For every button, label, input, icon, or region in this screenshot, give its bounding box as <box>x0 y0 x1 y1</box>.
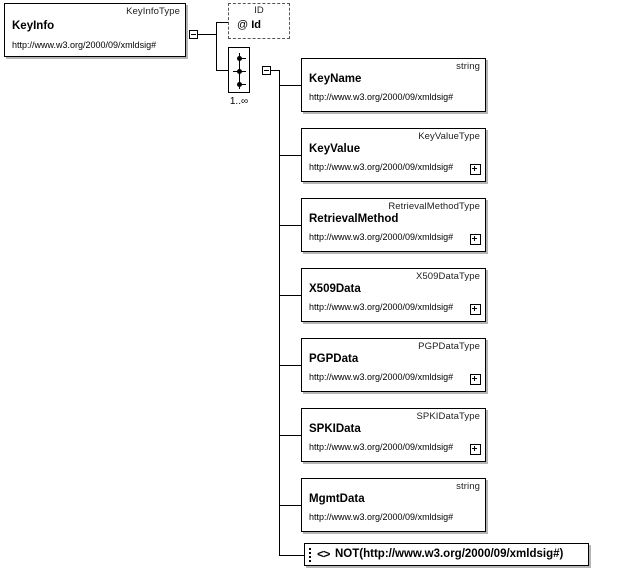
element-namespace-label: http://www.w3.org/2000/09/xmldsig# <box>309 302 454 312</box>
any-namespace-label: NOT(http://www.w3.org/2000/09/xmldsig#) <box>335 548 564 560</box>
element-namespace-label: http://www.w3.org/2000/09/xmldsig# <box>309 92 454 102</box>
branch-line-keyname <box>279 85 301 86</box>
attribute-id[interactable] <box>228 3 290 39</box>
element-name-label: SPKIData <box>309 423 361 435</box>
root-name-label: KeyInfo <box>12 20 55 32</box>
branch-line-x509data <box>279 295 301 296</box>
expand-icon[interactable] <box>470 444 481 455</box>
compositor-expand-toggle[interactable] <box>262 66 271 75</box>
element-name-label: KeyValue <box>309 143 361 155</box>
element-namespace-label: http://www.w3.org/2000/09/xmldsig# <box>309 442 454 452</box>
element-namespace-label: http://www.w3.org/2000/09/xmldsig# <box>309 512 454 522</box>
element-keyvalue[interactable] <box>301 128 486 182</box>
attribute-marker-icon: @ <box>237 19 249 31</box>
element-type-label: RetrievalMethodType <box>388 201 480 212</box>
connector-trunk-to-attribute <box>216 22 228 23</box>
root-namespace-label: http://www.w3.org/2000/09/xmldsig# <box>12 40 157 50</box>
compositor-occurrence-label: 1..∞ <box>229 96 249 107</box>
element-namespace-label: http://www.w3.org/2000/09/xmldsig# <box>309 162 454 172</box>
element-name-label: MgmtData <box>309 493 365 505</box>
element-name-label: PGPData <box>309 353 359 365</box>
compositor-stub-2 <box>240 71 246 72</box>
any-angle-brackets-icon: <> <box>317 548 330 562</box>
element-name-label: KeyName <box>309 73 362 85</box>
any-wildcard-node[interactable] <box>304 543 589 566</box>
root-collapse-toggle[interactable] <box>189 30 198 39</box>
element-name-label: RetrievalMethod <box>309 213 399 225</box>
compositor-stub-1 <box>240 58 246 59</box>
element-pgpdata[interactable] <box>301 338 486 392</box>
expand-icon[interactable] <box>470 304 481 315</box>
attribute-name-label: Id <box>251 19 262 31</box>
element-type-label: X509DataType <box>415 271 480 282</box>
element-type-label: KeyValueType <box>418 131 480 142</box>
element-mgmtdata[interactable] <box>301 478 486 532</box>
root-element-keyinfo[interactable] <box>4 3 186 57</box>
compositor-stub-3 <box>240 84 246 85</box>
any-dots-icon <box>309 548 312 561</box>
connector-root-to-trunk <box>198 34 216 35</box>
expand-icon[interactable] <box>470 234 481 245</box>
element-type-label: SPKIDataType <box>416 411 480 422</box>
root-type-label: KeyInfoType <box>126 6 180 17</box>
connector-compositor-to-branch <box>271 70 279 71</box>
choice-compositor[interactable] <box>228 47 250 93</box>
branch-line-pgpdata <box>279 365 301 366</box>
element-spkidata[interactable] <box>301 408 486 462</box>
branch-trunk-vertical <box>279 70 280 555</box>
connector-trunk-to-compositor <box>216 70 228 71</box>
expand-icon[interactable] <box>470 164 481 175</box>
element-name-label: X509Data <box>309 283 361 295</box>
element-namespace-label: http://www.w3.org/2000/09/xmldsig# <box>309 232 454 242</box>
element-namespace-label: http://www.w3.org/2000/09/xmldsig# <box>309 372 454 382</box>
attribute-name-row <box>237 19 261 31</box>
attribute-type-label: ID <box>254 5 264 16</box>
branch-line-keyvalue <box>279 155 301 156</box>
element-keyname[interactable] <box>301 58 486 112</box>
expand-icon[interactable] <box>470 374 481 385</box>
branch-line-mgmtdata <box>279 505 301 506</box>
trunk-vertical <box>216 22 217 70</box>
branch-line-any <box>279 555 304 556</box>
element-x509data[interactable] <box>301 268 486 322</box>
element-type-label: string <box>456 61 480 72</box>
element-type-label: PGPDataType <box>418 341 480 352</box>
branch-line-spkidata <box>279 435 301 436</box>
element-type-label: string <box>456 481 480 492</box>
branch-line-retrievalmethod <box>279 225 301 226</box>
element-retrievalmethod[interactable] <box>301 198 486 252</box>
